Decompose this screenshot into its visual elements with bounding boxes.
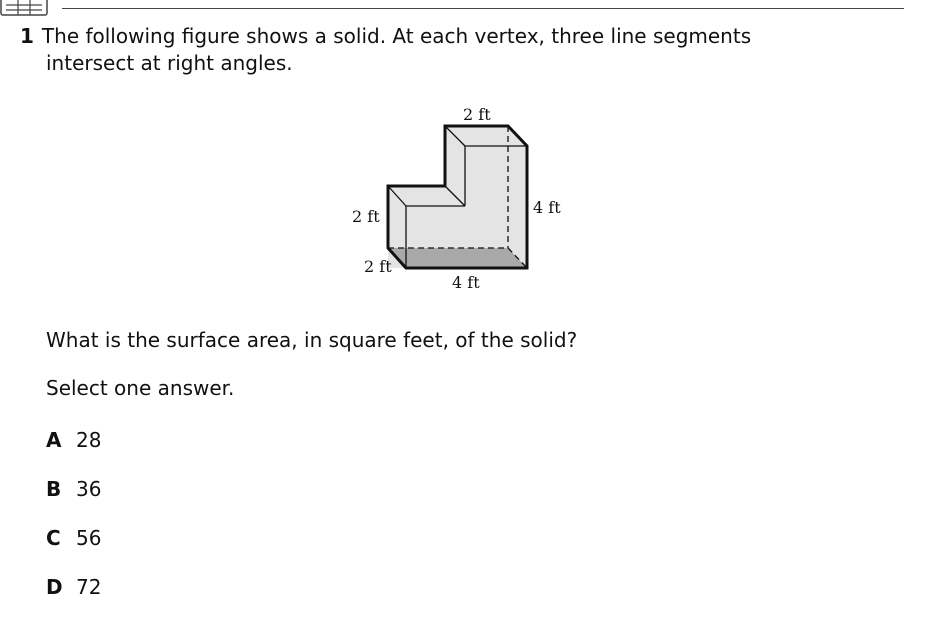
label-right: 4 ft	[533, 198, 561, 217]
question-stem-line-1	[20, 23, 751, 49]
answer-choice-b[interactable]	[46, 476, 101, 502]
answer-choice-d[interactable]	[46, 574, 101, 600]
solid-figure	[330, 96, 590, 302]
selection-instruction: Select one answer.	[46, 376, 235, 400]
choice-letter: A	[46, 428, 62, 452]
label-bottom-left: 2 ft	[364, 257, 392, 276]
choice-value: 72	[76, 575, 102, 599]
question-number: 1	[20, 24, 34, 48]
choice-letter: C	[46, 526, 61, 550]
choice-letter: D	[46, 575, 63, 599]
label-bottom: 4 ft	[452, 273, 480, 292]
choice-value: 36	[76, 477, 102, 501]
question-stem-line-2: intersect at right angles.	[46, 51, 293, 75]
choice-value: 56	[76, 526, 102, 550]
answer-choice-a[interactable]	[46, 427, 101, 453]
answer-choice-c[interactable]	[46, 525, 101, 551]
label-top: 2 ft	[463, 105, 491, 124]
solid-bottom-face	[388, 248, 527, 268]
header-divider	[62, 8, 904, 9]
question-text-1: The following figure shows a solid. At each vertex, three line segments	[41, 24, 752, 48]
solid-body-face	[388, 126, 527, 268]
choice-letter: B	[46, 477, 62, 501]
choice-value: 28	[76, 428, 102, 452]
question-prompt: What is the surface area, in square feet, of the solid?	[46, 328, 578, 352]
label-left: 2 ft	[352, 207, 380, 226]
line-reader-icon[interactable]	[0, 0, 48, 16]
